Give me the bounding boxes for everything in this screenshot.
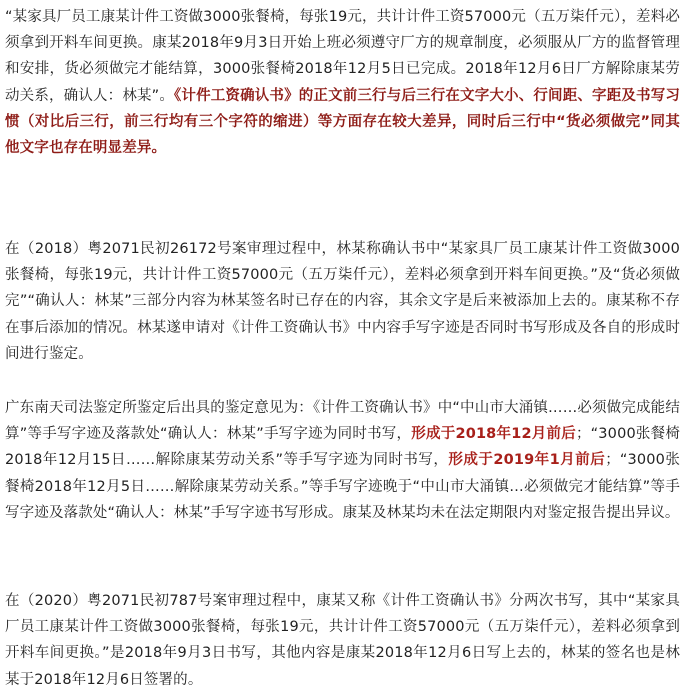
paragraph-3 <box>5 395 680 526</box>
paragraph-3-text-b: ；“3000张餐椅2018年12月15日……解除康某劳动关系”等手写字迹为同时书写， <box>5 426 681 469</box>
paragraph-3-highlight-1: 形成于2018年12月前后 <box>411 426 576 443</box>
paragraph-1-text: “某家具厂员工康某计件工资做3000张餐椅，每张19元，共计计件工资57000元（五万柒仟元），差料必须拿到开料车间更换。康某2018年9月3日开始上班必须遵守厂方的规章制度，必须服从厂方的监督管理和安排，货必须做完才能结算，3000张餐椅2018年12月5日已完成。2018年12月6日厂方解除康某劳动关系，确认人：林某”。 <box>5 9 680 104</box>
paragraph-3-highlight-2: 形成于2019年1月前后 <box>448 452 606 469</box>
paragraph-3-text-c: ；“3000张餐椅2018年12月5日……解除康某劳动关系。”等手写字迹晚于“中山市大涌镇…必须做完才能结算”等手写字迹及落款处“确认人：林某”手写字迹书写形成。康某及林某均未在法定期限内对鉴定报告提出异议。 <box>5 452 681 521</box>
paragraph-4 <box>5 588 680 693</box>
paragraph-1-emphasis: 《计件工资确认书》的正文前三行与后三行在文字大小、行间距、字距及书写习惯（对比后三行，前三行均有三个字符的缩进）等方面存在较大差异，同时后三行中“货必须做完”同其他文字也存在明显差异。 <box>5 87 681 157</box>
paragraph-2-text: 在（2018）粤2071民初26172号案审理过程中，林某称确认书中“某家具厂员工康某计件工资做3000张餐椅，每张19元，共计计件工资57000元（五万柒仟元），差料必须拿到开料车间更换。”及“货必须做完”“确认人：林某”三部分内容为林某签名时已存在的内容，其余文字是后来被添加上去的。康某称不存在事后添加的情况。林某遂申请对《计件工资确认书》中内容手写字迹是否同时书写形成及各自的形成时间进行鉴定。 <box>5 241 680 362</box>
paragraph-3-text-a: 广东南天司法鉴定所鉴定后出具的鉴定意见为：《计件工资确认书》中“中山市大涌镇……必须做完成能结算”等手写字迹及落款处“确认人：林某”手写字迹为同时书写， <box>5 400 680 443</box>
paragraph-2 <box>5 236 680 367</box>
paragraph-1 <box>5 4 680 161</box>
paragraph-4-text: 在（2020）粤2071民初787号案审理过程中，康某又称《计件工资确认书》分两次书写，其中“某家具厂员工康某计件工资做3000张餐椅，每张19元，共计计件工资57000元（五万柒仟元），差料必须拿到开料车间更换。”是2018年9月3日书写，其他内容是康某2018年12月6日写上去的，林某的签名也是林某于2018年12月6日签署的。 <box>5 593 680 688</box>
